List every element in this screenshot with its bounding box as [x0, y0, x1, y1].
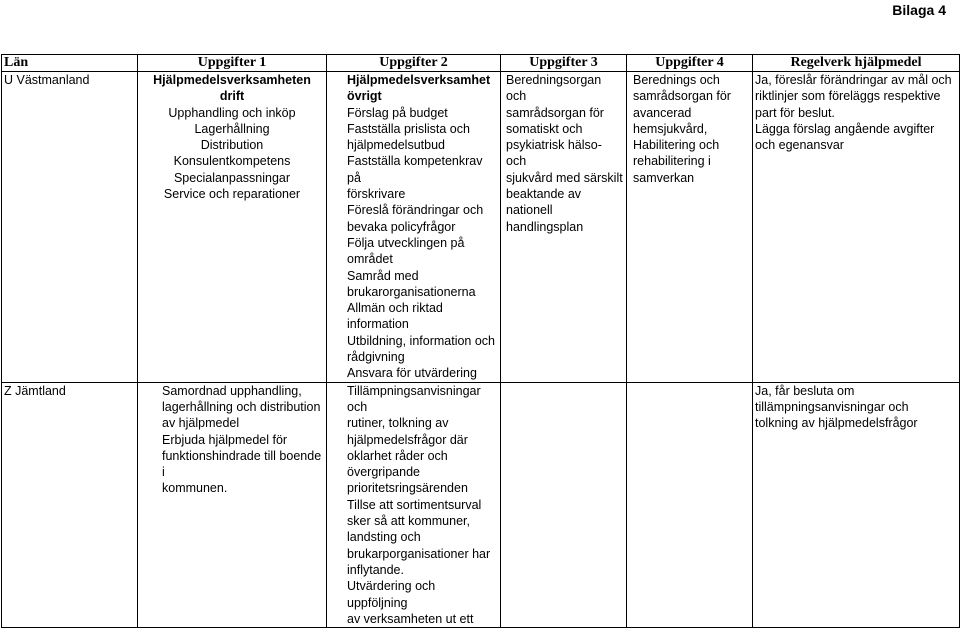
header-regelverk: Regelverk hjälpmedel [753, 55, 960, 72]
appendix-label: Bilaga 4 [892, 2, 946, 18]
cell-uppgifter-1: Samordnad upphandling, lagerhållning och distribution av hjälpmedel Erbjuda hjälpmedel för funktionshindrade till boende i kommunen. [138, 382, 327, 627]
cell-regelverk: Ja, föreslår förändringar av mål och riktlinjer som föreläggs respektive part för beslut. Lägga förslag angående avgifter och egenansvar [753, 72, 960, 383]
table-row [2, 72, 960, 383]
header-uppgifter-2: Uppgifter 2 [327, 55, 501, 72]
cell-uppgifter-3 [501, 382, 627, 627]
cell-lan: Z Jämtland [2, 382, 138, 627]
table-row [2, 382, 960, 627]
cell-uppgifter-4 [627, 382, 753, 627]
cell-uppgifter-3: Beredningsorgan och samrådsorgan för somatiskt och psykiatrisk hälso- och sjukvård med särskilt beaktande av nationell handlingsplan [501, 72, 627, 383]
cell-regelverk: Ja, får besluta om tillämpningsanvisningar och tolkning av hjälpmedelsfrågor [753, 382, 960, 627]
header-uppgifter-4: Uppgifter 4 [627, 55, 753, 72]
cell-uppgifter-2: Tillämpningsanvisningar och rutiner, tolkning av hjälpmedelsfrågor där oklarhet råder och övergripande prioritetsringsärenden Tillse att sortimentsurval sker så att kommuner, landsting och brukarporganisationer har inflytande. Utvärdering och uppföljning av verksamheten ut ett [327, 382, 501, 627]
cell-uppgifter-2: Hjälpmedelsverksamhet övrigt Förslag på budget Fastställa prislista och hjälpmedelsutbud Fastställa kompetenkrav på förskrivare Föreslå förändringar och bevaka policyfrågor Följa utvecklingen på området Samråd med brukarorganisationerna Allmän och riktad information Utbildning, information och rådgivning Ansvara för utvärdering [327, 72, 501, 383]
header-lan: Län [2, 55, 138, 72]
cell-uppgifter-4: Berednings och samrådsorgan för avancerad hemsjukvård, Habilitering och rehabilitering i samverkan [627, 72, 753, 383]
header-uppgifter-3: Uppgifter 3 [501, 55, 627, 72]
cell-uppgifter-1: Hjälpmedelsverksamheten drift Upphandling och inköp Lagerhållning Distribution Konsulentkompetens Specialanpassningar Service och reparationer [138, 72, 327, 383]
responsibility-table [1, 54, 960, 628]
cell-lan: U Västmanland [2, 72, 138, 383]
header-uppgifter-1: Uppgifter 1 [138, 55, 327, 72]
header-row [2, 55, 960, 72]
